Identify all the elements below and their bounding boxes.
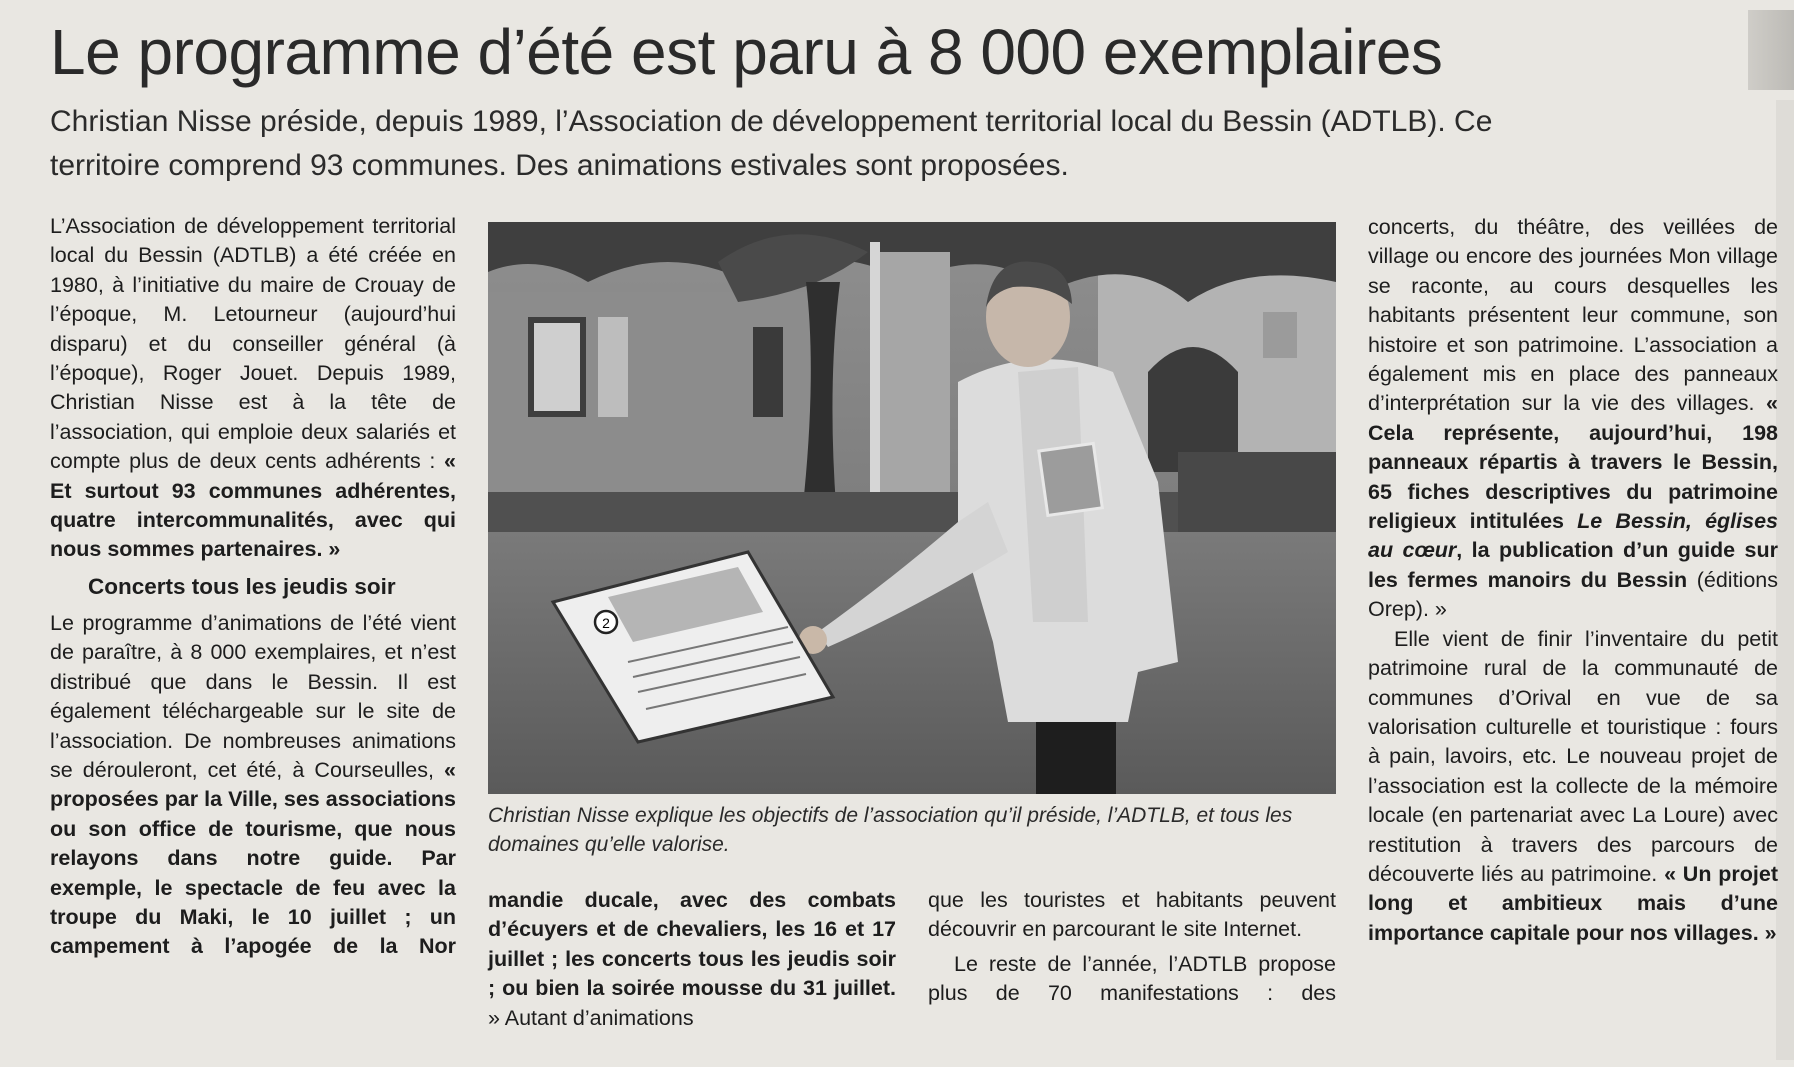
col2a-paragraph xyxy=(488,886,896,1033)
col3-p1-text: concerts, du théâtre, des veillées de village ou encore des journées Mon village se raconte, au cours desquelles les habitants présentent leur commune, son histoire et son patrimoine. L’association a également mis en place des panneaux d’interprétation sur la vie des villages. xyxy=(1368,215,1778,416)
col1-p1-text: L’Association de développement territorial local du Bessin (ADTLB) a été créée en 1980, à l’initiative du maire de Crouay de l’époque, M. Letourneur (aujourd’hui disparu) et du conseiller général (à l’époque), Roger Jouet. Depuis 1989, Christian Nisse est à la tête de l’association, qui emploie deux salariés et compte plus de deux cents adhérents : xyxy=(50,214,456,474)
col1-p2-text: Le programme d’animations de l’été vient de paraître, à 8 000 exemplaires, et n’est distribué que dans le Bessin. Il est également téléchargeable sur le site de l’association. De nombreuses animations se dérouleront, cet été, à Courseulles, xyxy=(50,610,456,782)
article-photo xyxy=(488,222,1336,794)
photo-caption: Christian Nisse explique les objectifs de l’association qu’il préside, l’ADTLB, et tous les domaines qu’elle valorise. xyxy=(488,804,1293,856)
col3-paragraph-1 xyxy=(1368,213,1778,625)
col2a-quote: mandie ducale, avec des combats d’écuyers et de chevaliers, les 16 et 17 juillet ; les concerts tous les jeudis soir ; ou bien la soirée mousse du 31 juillet. xyxy=(488,888,896,1001)
col2a-text: » Autant d’animations xyxy=(488,1005,694,1030)
bleed-right-edge xyxy=(1776,100,1794,1060)
col2b-paragraph-2: Le reste de l’année, l’ADTLB propose plus de 70 manifestations : des xyxy=(928,951,1336,1006)
col3-p1-quote-c: (éditions Orep). » xyxy=(1368,567,1778,622)
column-3 xyxy=(1368,213,1778,948)
panel-number: 2 xyxy=(602,615,610,631)
col3-p2-quote: « Un projet long et ambitieux mais d’une importance capitale pour nos villages. » xyxy=(1368,861,1778,945)
col1-paragraph-2 xyxy=(50,609,456,962)
col3-paragraph-2 xyxy=(1368,625,1778,948)
standfirst: Christian Nisse préside, depuis 1989, l’Association de développement territorial local du Bessin (ADTLB). Ce territoire comprend 93 communes. Des animations estivales sont proposées. xyxy=(50,105,1493,182)
col3-p2-text: Elle vient de finir l’inventaire du petit patrimoine rural de la communauté de communes d’Orival en vue de sa valorisation culturelle et touristique : fours à pain, lavoirs, etc. Le nouveau projet de l’association est la collecte de la mémoire locale (en partenariat avec La Loure) avec restitution à travers des parcours de découverte liés au patrimoine. xyxy=(1368,626,1778,886)
column-2b xyxy=(928,886,1336,1009)
col3-p1-quote-b: , la publication d’un guide sur les fermes manoirs du Bessin xyxy=(1368,538,1778,592)
column-2a xyxy=(488,886,896,1033)
bleed-right-headline xyxy=(1748,10,1794,90)
column-1 xyxy=(50,212,456,962)
col1-p2-quote: « proposées par la Ville, ses associations ou son office de tourisme, que nous relayons dans notre guide. Par exemple, le spectacle de feu avec la troupe du Maki, le 10 juillet ; un campement à l’apogée de la Nor xyxy=(50,757,456,959)
col3-p1-quote-title: Le Bessin, églises au cœur xyxy=(1368,509,1778,563)
col1-p1-quote: « Et surtout 93 communes adhérentes, quatre intercommunalités, avec qui nous sommes partenaires. » xyxy=(50,449,456,562)
col3-p1-quote-a: « Cela représente, aujourd’hui, 198 panneaux répartis à travers le Bessin, 65 fiches descriptives du patrimoine religieux intitulées xyxy=(1368,391,1778,534)
col2b-paragraph-1: que les touristes et habitants peuvent découvrir en parcourant le site Internet. xyxy=(928,888,1336,942)
subheading: Concerts tous les jeudis soir xyxy=(88,573,396,599)
col1-paragraph-1 xyxy=(50,212,456,565)
headline: Le programme d’été est paru à 8 000 exemplaires xyxy=(50,16,1443,88)
